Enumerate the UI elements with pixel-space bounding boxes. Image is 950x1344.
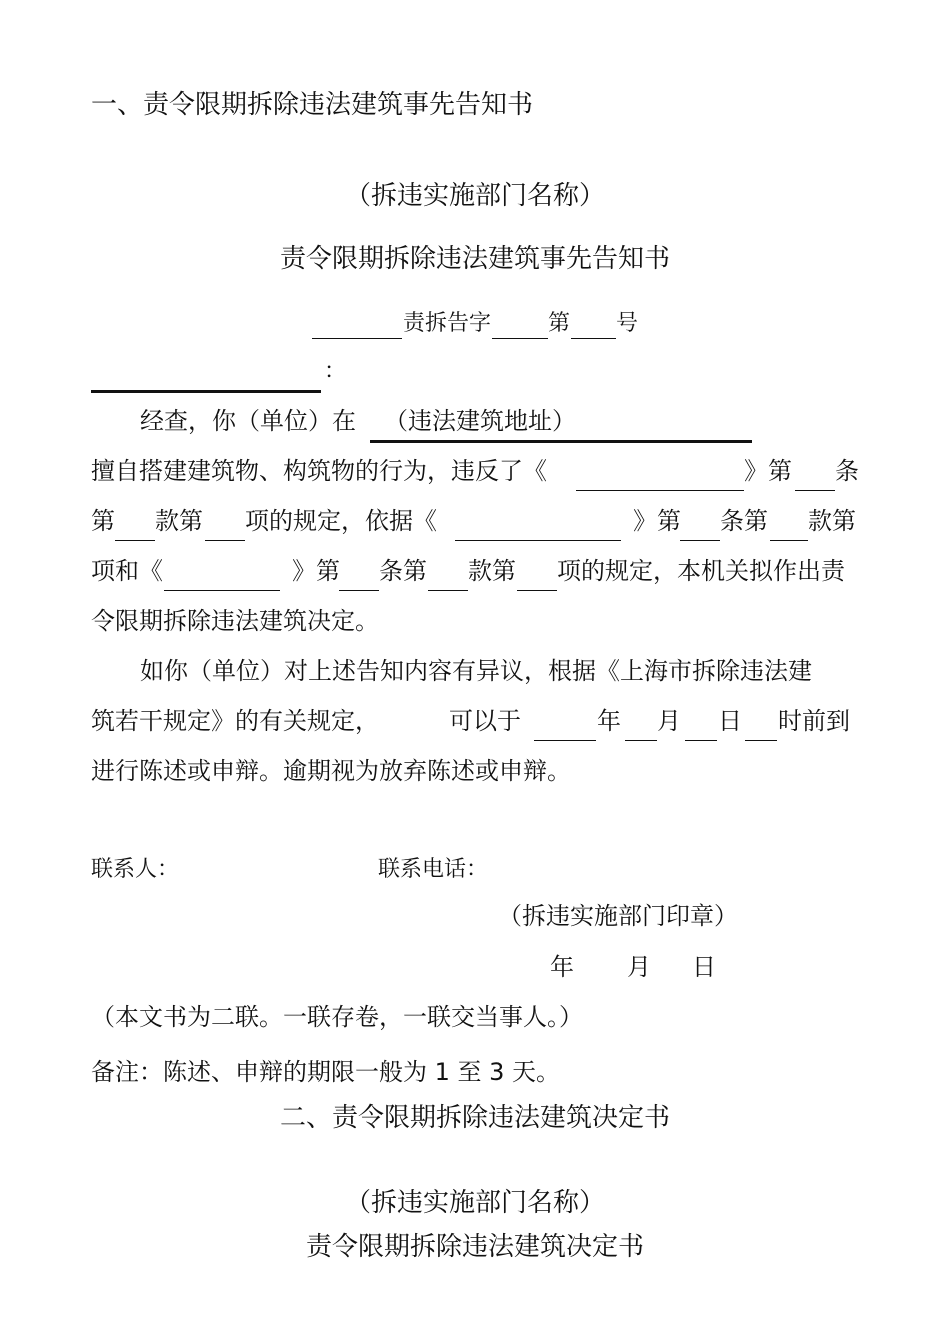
section2-dept-name: （拆违实施部门名称） <box>344 1188 605 1218</box>
seal-placeholder: （拆违实施部门印章） <box>498 902 738 930</box>
article-blank-3 <box>339 590 379 591</box>
para2-line3: 进行陈述或申辩。逾期视为放弃陈述或申辩。 <box>91 757 571 785</box>
para2-line2-c: 年 <box>597 707 621 735</box>
ref-prefix-blank <box>312 338 402 339</box>
ref-prefix: 责拆告字 <box>403 311 492 336</box>
section1-heading: 一、责令限期拆除违法建筑事先告知书 <box>91 90 534 120</box>
contact-person: 联系人： <box>91 857 180 882</box>
ref-di: 第 <box>548 311 571 336</box>
article-blank-2 <box>680 540 720 541</box>
para1-line4-c: 条第 <box>379 557 427 585</box>
section2-heading: 二、责令限期拆除违法建筑决定书 <box>279 1103 670 1133</box>
copies-note: （本文书为二联。一联存卷，一联交当事人。） <box>91 1003 583 1031</box>
deadline-year-blank <box>534 740 596 741</box>
article-blank-1 <box>795 490 835 491</box>
para1-line3-a: 第 <box>91 507 115 535</box>
para1-line3-b: 款第 <box>155 507 203 535</box>
section1-dept-name: （拆违实施部门名称） <box>344 181 605 211</box>
para1-line1-b: （违法建筑地址） <box>384 407 576 435</box>
para2-line2-d: 月 <box>657 707 681 735</box>
item-blank-1 <box>205 540 245 541</box>
para1-line4-e: 项的规定，本机关拟作出责 <box>557 557 845 585</box>
para1-line1-a: 经查，你（单位）在 <box>140 407 356 435</box>
law-name-blank-1 <box>576 490 744 491</box>
para1-line3-c: 项的规定，依据《 <box>245 507 437 535</box>
para1-line4-a: 项和《 <box>91 557 163 585</box>
para1-line2-c: 条 <box>835 457 859 485</box>
deadline-hour-blank <box>745 740 777 741</box>
law-name-blank-3 <box>164 590 280 591</box>
para1-line5: 令限期拆除违法建筑决定。 <box>91 607 379 635</box>
address-blank <box>370 440 752 443</box>
para1-line4-b: 》第 <box>292 557 340 585</box>
para1-line2-b: 》第 <box>744 457 792 485</box>
date-day: 日 <box>692 953 716 981</box>
addressee-blank <box>91 390 321 393</box>
date-year: 年 <box>550 953 574 981</box>
section2-doc-title: 责令限期拆除违法建筑决定书 <box>305 1232 644 1262</box>
para1-line3-d: 》第 <box>633 507 681 535</box>
remark: 备注：陈述、申辩的期限一般为 1 至 3 天。 <box>91 1058 561 1086</box>
clause-blank-2 <box>770 540 808 541</box>
item-blank-3 <box>517 590 557 591</box>
para1-line3-e: 条第 <box>720 507 768 535</box>
section1-doc-title: 责令限期拆除违法建筑事先告知书 <box>279 244 670 274</box>
ref-number-blank <box>571 338 616 339</box>
para2-line2-f: 时前到 <box>778 707 850 735</box>
law-name-blank-2 <box>455 540 621 541</box>
deadline-month-blank <box>625 740 657 741</box>
para1-line2-a: 擅自搭建建筑物、构筑物的行为，违反了《 <box>91 457 547 485</box>
clause-blank-1 <box>115 540 155 541</box>
deadline-day-blank <box>685 740 717 741</box>
clause-blank-3 <box>428 590 468 591</box>
para2-line1: 如你（单位）对上述告知内容有异议，根据《上海市拆除违法建 <box>140 657 812 685</box>
para1-line4-d: 款第 <box>468 557 516 585</box>
ref-year-blank <box>492 338 548 339</box>
para1-line3-f: 款第 <box>808 507 856 535</box>
addressee-colon: ： <box>324 359 347 384</box>
para2-line2-a: 筑若干规定》的有关规定， <box>91 707 379 735</box>
para2-line2-e: 日 <box>718 707 742 735</box>
ref-hao: 号 <box>616 311 639 336</box>
para2-line2-b: 可以于 <box>449 707 521 735</box>
date-month: 月 <box>627 953 651 981</box>
contact-phone: 联系电话： <box>378 857 489 882</box>
